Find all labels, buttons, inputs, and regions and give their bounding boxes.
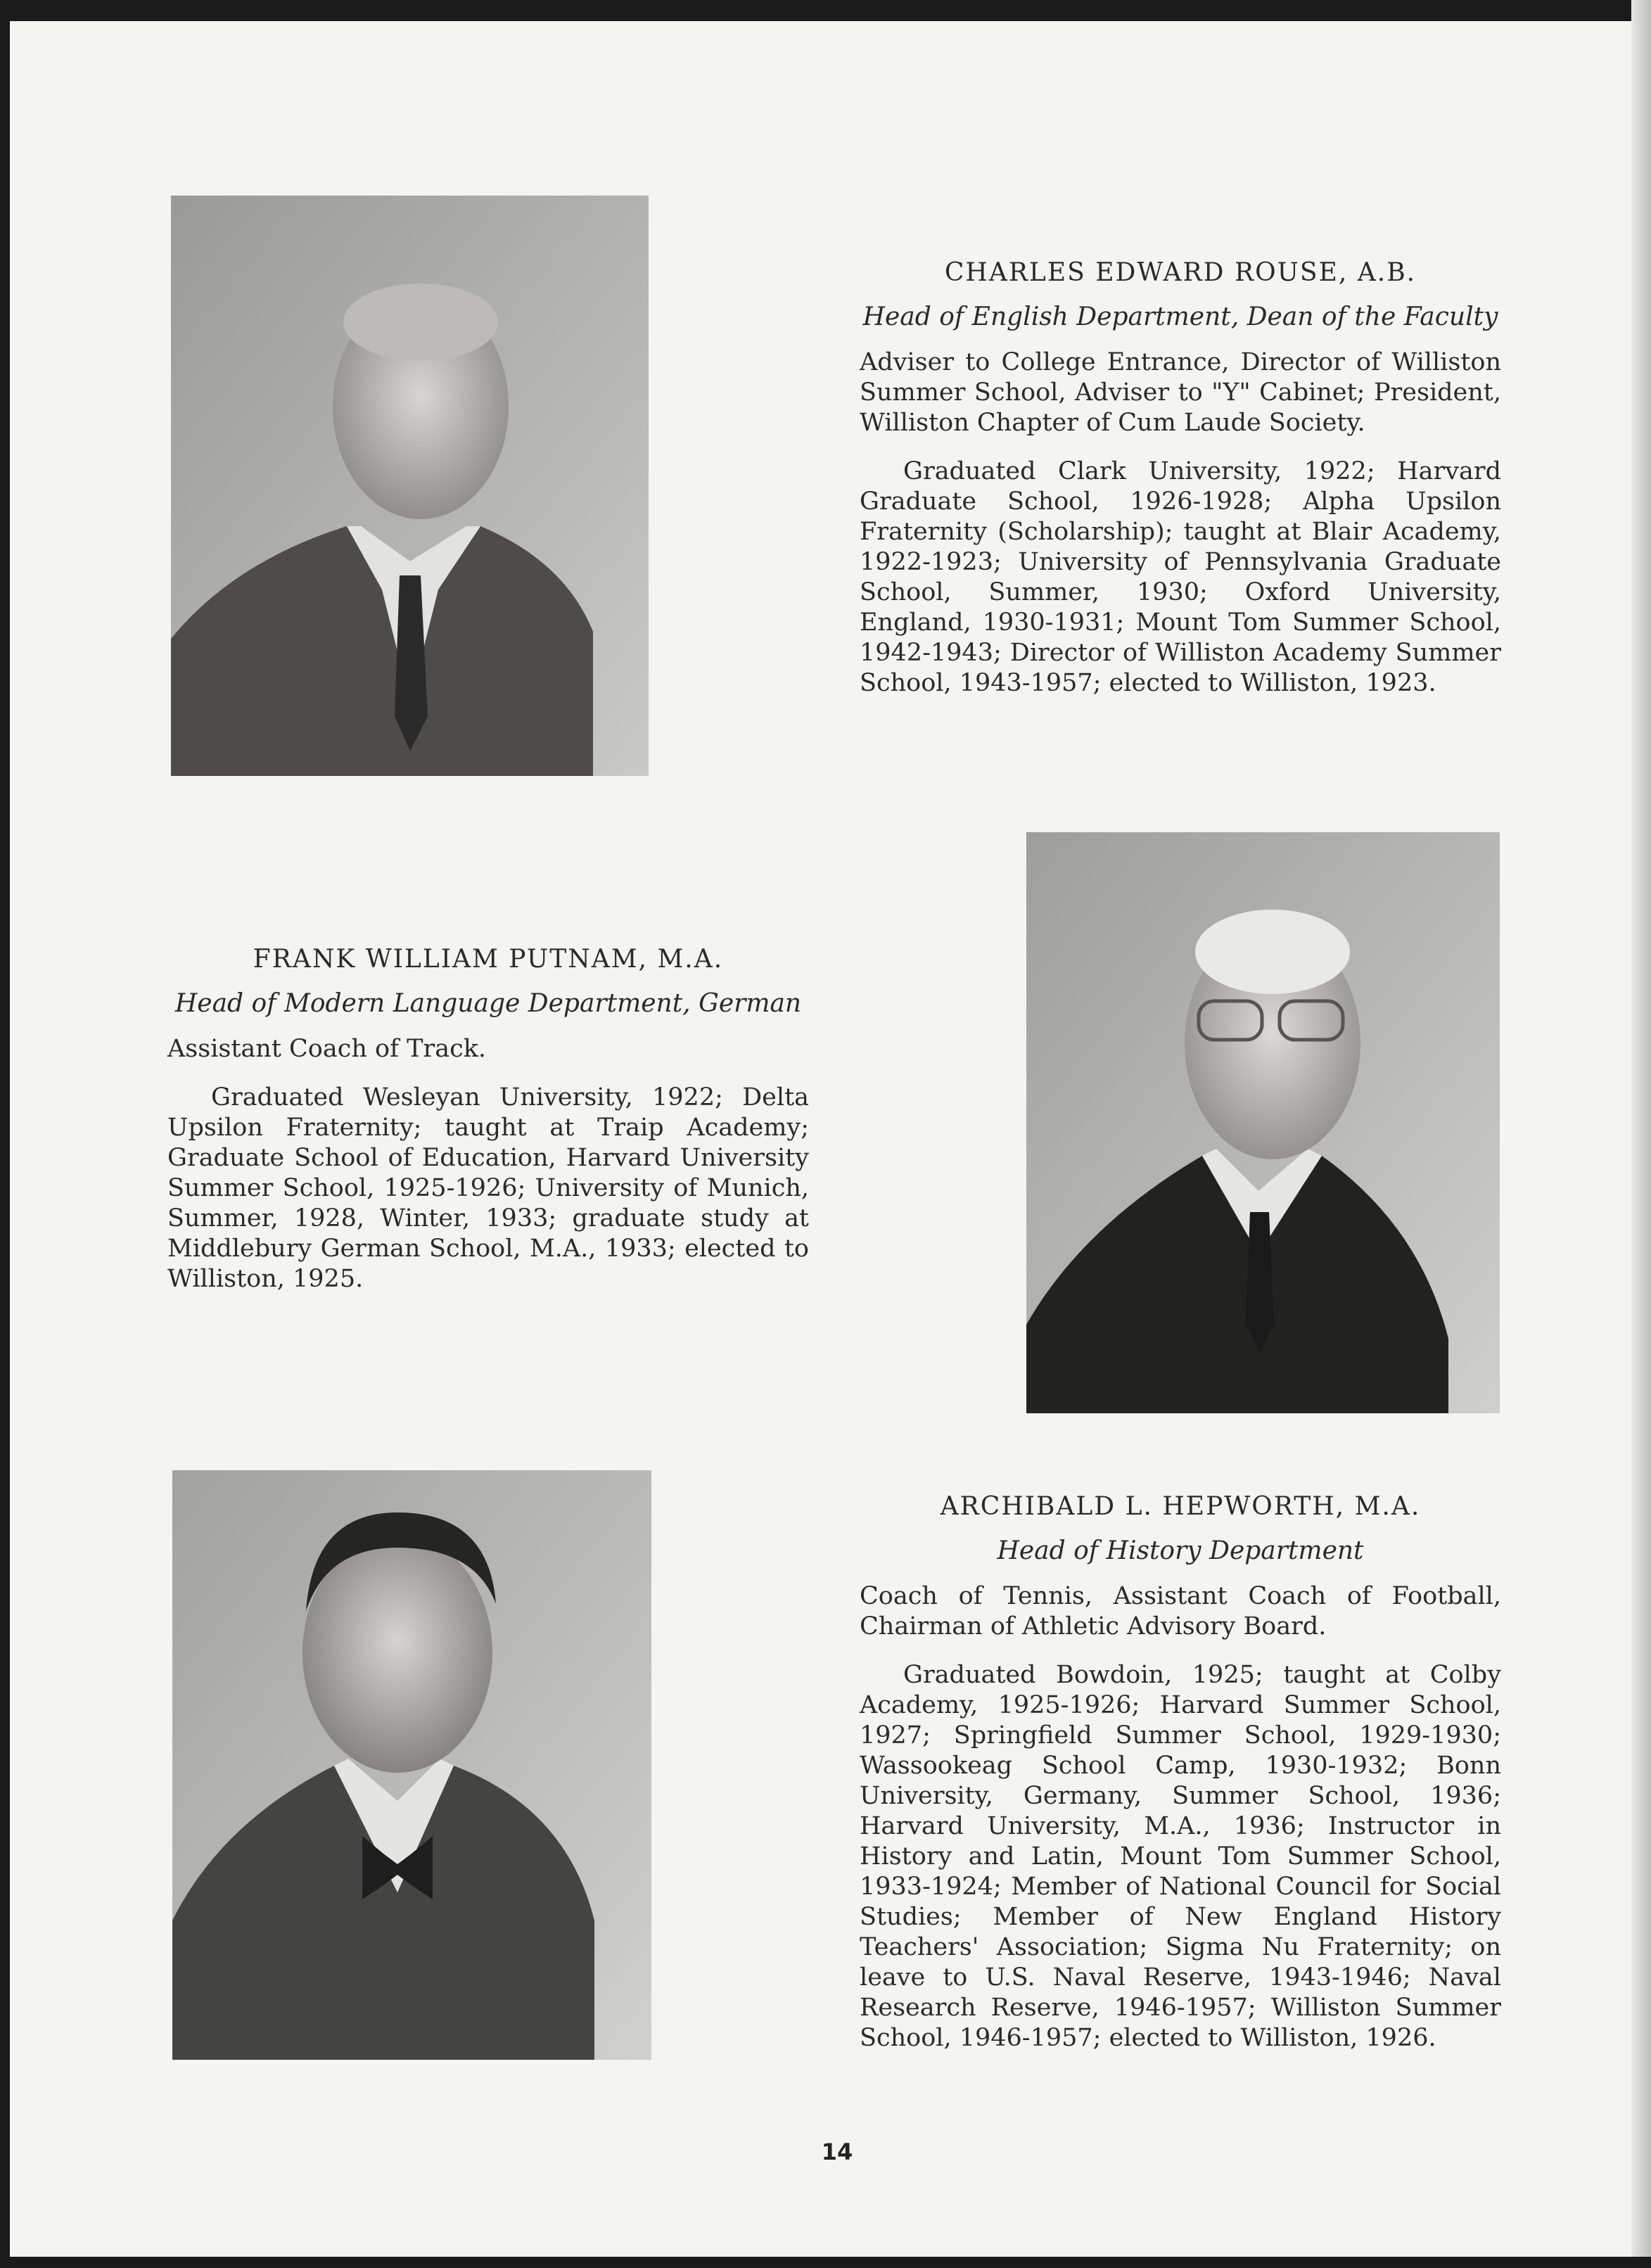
faculty-entry-hepworth [860, 1491, 1501, 2053]
faculty-history: Graduated Bowdoin, 1925; taught at Colby Academy, 1925-1926; Harvard Summer School, 1927; Springfield Summer School, 1929-1930; Wassookeag School Camp, 1930-1932; Bonn University, Germany, Summer School, 1936; Harvard University, M.A., 1936; Instructor in History and Latin, Mount Tom Summer School, 1933-1924; Member of National Council for Social Studies; Member of New England History Teachers' Association; Sigma Nu Fraternity; on leave to U.S. Naval Reserve, 1943-1946; Naval Research Reserve, 1946-1957; Williston Summer School, 1946-1957; elected to Williston, 1926. [860, 1661, 1501, 2052]
faculty-history: Graduated Clark University, 1922; Harvard Graduate School, 1926-1928; Alpha Upsilon Fraternity (Scholarship); taught at Blair Academy, 1922-1923; University of Pennsylvania Graduate School, Summer, 1930; Oxford University, England, 1930-1931; Mount Tom Summer School, 1942-1943; Director of Williston Academy Summer School, 1943-1957; elected to Williston, 1923. [860, 457, 1501, 697]
portrait-photo-rouse [171, 196, 649, 776]
page-number: 14 [821, 2139, 853, 2165]
scan-border [0, 2257, 1651, 2268]
faculty-name: FRANK WILLIAM PUTNAM, M.A. [253, 945, 724, 974]
faculty-duties: Assistant Coach of Track. [167, 1035, 487, 1063]
portrait-photo-icon [1026, 832, 1500, 1413]
portrait-photo-icon [172, 1470, 651, 2060]
faculty-entry-putnam [167, 944, 809, 1294]
faculty-duties: Coach of Tennis, Assistant Coach of Football, Chairman of Athletic Advisory Board. [860, 1582, 1501, 1641]
faculty-name: CHARLES EDWARD ROUSE, A.B. [944, 258, 1417, 287]
faculty-name: ARCHIBALD L. HEPWORTH, M.A. [940, 1492, 1421, 1521]
portrait-photo-icon [171, 196, 649, 776]
faculty-title: Head of History Department [997, 1536, 1364, 1565]
faculty-duties: Adviser to College Entrance, Director of Williston Summer School, Adviser to "Y" Cabinet; President, Williston Chapter of Cum Laude Society. [860, 348, 1501, 437]
portrait-photo-hepworth [172, 1470, 651, 2060]
faculty-title: Head of Modern Language Department, German [174, 989, 802, 1018]
faculty-entry-rouse [860, 257, 1501, 699]
faculty-history: Graduated Wesleyan University, 1922; Delta Upsilon Fraternity; taught at Traip Academy; Graduate School of Education, Harvard University Summer School, 1925-1926; University of Munich, Summer, 1928, Winter, 1933; graduate study at Middlebury German School, M.A., 1933; elected to Williston, 1925. [167, 1083, 809, 1293]
portrait-photo-putnam [1026, 832, 1500, 1413]
page-edge [1631, 0, 1651, 2268]
faculty-title: Head of English Department, Dean of the Faculty [862, 302, 1498, 331]
